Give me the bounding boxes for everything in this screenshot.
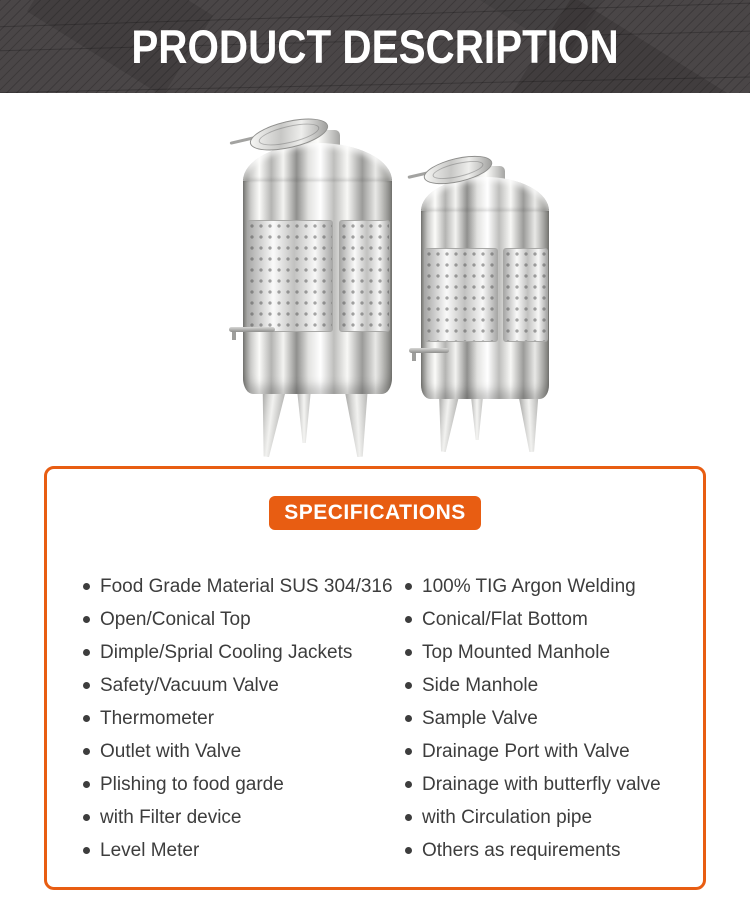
bullet-icon — [83, 583, 90, 590]
bullet-icon — [405, 748, 412, 755]
spec-item-label: Others as requirements — [422, 839, 621, 861]
spec-item-label: Level Meter — [100, 839, 200, 861]
spec-item — [83, 801, 405, 834]
bullet-icon — [405, 682, 412, 689]
spec-item-label: 100% TIG Argon Welding — [422, 575, 636, 597]
specifications-badge: SPECIFICATIONS — [269, 496, 481, 530]
spec-item — [83, 636, 405, 669]
bullet-icon — [83, 781, 90, 788]
tank-photo-large — [243, 121, 392, 457]
spec-item — [83, 603, 405, 636]
bullet-icon — [405, 847, 412, 854]
bullet-icon — [83, 715, 90, 722]
spec-item — [83, 735, 405, 768]
bullet-icon — [83, 748, 90, 755]
spec-item — [83, 834, 405, 867]
dimple-jacket-panel — [503, 248, 548, 342]
spec-item — [405, 768, 703, 801]
spec-item-label: Safety/Vacuum Valve — [100, 674, 279, 696]
bullet-icon — [405, 814, 412, 821]
tank-leg — [295, 391, 313, 443]
dimple-jacket-panel — [424, 248, 498, 342]
spec-item — [83, 768, 405, 801]
spec-item-label: Conical/Flat Bottom — [422, 608, 588, 630]
spec-item — [405, 735, 703, 768]
spec-list-left — [83, 570, 405, 867]
tank-photo-small — [421, 158, 549, 452]
spec-item — [405, 669, 703, 702]
spec-item-label: Sample Valve — [422, 707, 538, 729]
bullet-icon — [405, 583, 412, 590]
bullet-icon — [83, 649, 90, 656]
spec-item — [405, 834, 703, 867]
spec-item-label: with Circulation pipe — [422, 806, 593, 828]
bullet-icon — [405, 649, 412, 656]
bullet-icon — [83, 616, 90, 623]
spec-item — [83, 702, 405, 735]
spec-item-label: with Filter device — [100, 806, 242, 828]
bullet-icon — [405, 715, 412, 722]
spec-item — [405, 570, 703, 603]
tank-leg — [341, 390, 374, 457]
spec-item-label: Plishing to food garde — [100, 773, 284, 795]
bullet-icon — [83, 847, 90, 854]
spec-list-right — [405, 570, 703, 867]
bullet-icon — [405, 616, 412, 623]
spec-item-label: Drainage Port with Valve — [422, 740, 630, 762]
specifications-box — [44, 466, 706, 890]
spec-item — [405, 801, 703, 834]
spec-item-label: Top Mounted Manhole — [422, 641, 611, 663]
spec-item — [83, 669, 405, 702]
bullet-icon — [83, 682, 90, 689]
spec-item-label: Open/Conical Top — [100, 608, 251, 630]
tank-leg — [516, 395, 545, 452]
spec-item — [405, 636, 703, 669]
dimple-jacket-panel — [247, 220, 333, 332]
tank-leg — [430, 395, 462, 453]
spec-item — [405, 702, 703, 735]
spec-item-label: Outlet with Valve — [100, 740, 242, 762]
spec-item-label: Food Grade Material SUS 304/316 — [100, 575, 393, 597]
spec-item-label: Thermometer — [100, 707, 215, 729]
section-title: PRODUCT DESCRIPTION — [131, 20, 619, 73]
dimple-jacket-panel — [339, 220, 390, 332]
spec-item-label: Drainage with butterfly valve — [422, 773, 661, 795]
specifications-columns — [47, 570, 703, 867]
product-photo — [0, 93, 750, 466]
side-pipe — [229, 327, 275, 332]
spec-item-label: Side Manhole — [422, 674, 539, 696]
spec-item — [405, 603, 703, 636]
section-banner — [0, 0, 750, 93]
side-pipe — [409, 348, 449, 353]
bullet-icon — [83, 814, 90, 821]
spec-item — [83, 570, 405, 603]
tank-leg — [251, 389, 289, 458]
tank-leg — [469, 396, 485, 440]
spec-item-label: Dimple/Sprial Cooling Jackets — [100, 641, 353, 663]
bullet-icon — [405, 781, 412, 788]
